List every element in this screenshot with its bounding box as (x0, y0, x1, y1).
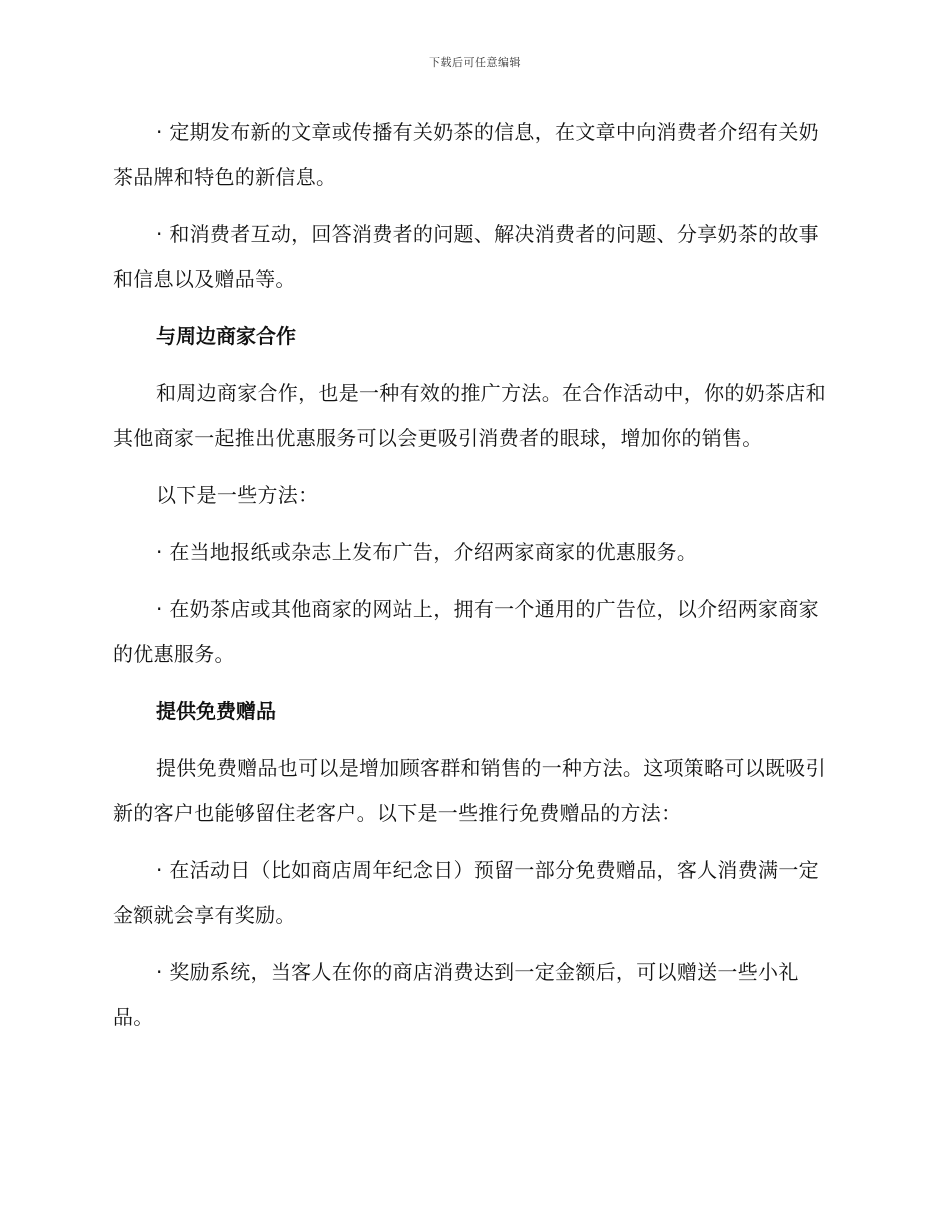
paragraph-bullet-newspaper: · 在当地报纸或杂志上发布广告，介绍两家商家的优惠服务。 (156, 540, 698, 564)
section-heading-partnership: 与周边商家合作 (156, 324, 296, 348)
paragraph-partnership-intro: 和周边商家合作，也是一种有效的推广方法。在合作活动中，你的奶茶店和其他商家一起推出优惠服务可以会更吸引消费者的眼球，增加你的销售。 (113, 381, 826, 450)
page-header: 下载后可任意编辑 (429, 56, 521, 69)
paragraph-methods-lead: 以下是一些方法： (156, 483, 319, 507)
paragraph-bullet-reward-system: · 奖励系统，当客人在你的商店消费达到一定金额后，可以赠送一些小礼品。 (113, 960, 799, 1029)
paragraph-bullet-event-day: · 在活动日（比如商店周年纪念日）预留一部分免费赠品，客人消费满一定金额就会享有奖励。 (113, 858, 819, 927)
paragraph-free-gifts-intro: 提供免费赠品也可以是增加顾客群和销售的一种方法。这项策略可以既吸引新的客户也能够留住老客户。以下是一些推行免费赠品的方法： (113, 756, 826, 825)
paragraph-bullet-website: · 在奶茶店或其他商家的网站上，拥有一个通用的广告位，以介绍两家商家的优惠服务。 (113, 597, 819, 666)
document-body (113, 110, 831, 1052)
paragraph-bullet-articles: · 定期发布新的文章或传播有关奶茶的信息，在文章中向消费者介绍有关奶茶品牌和特色的新信息。 (113, 120, 819, 189)
paragraph-bullet-interaction: · 和消费者互动，回答消费者的问题、解决消费者的问题、分享奶茶的故事和信息以及赠品等。 (113, 222, 819, 291)
section-heading-free-gifts: 提供免费赠品 (156, 699, 276, 723)
